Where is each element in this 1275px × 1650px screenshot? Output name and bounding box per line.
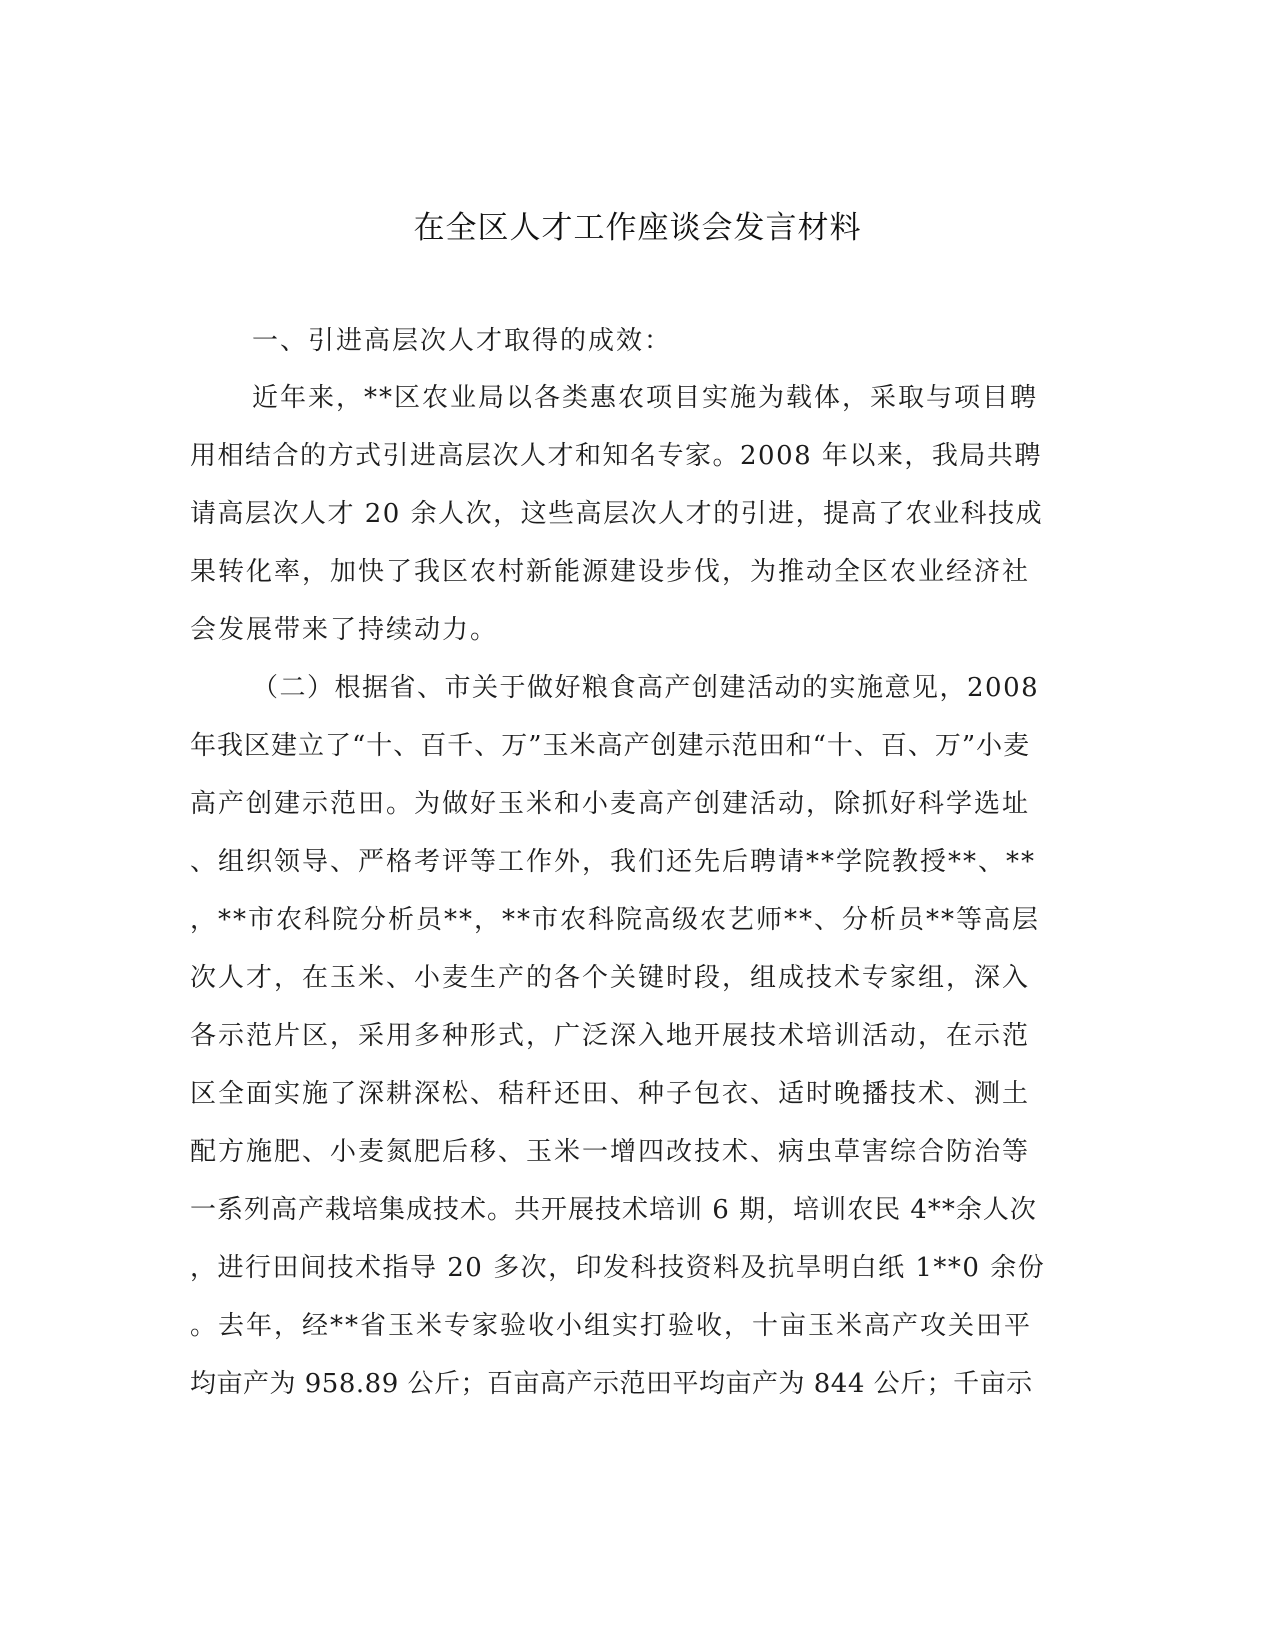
paragraph-line: 一系列高产栽培集成技术。共开展技术培训 6 期，培训农民 4**余人次 [190,1195,1037,1225]
paragraph-line: 近年来，**区农业局以各类惠农项目实施为载体，采取与项目聘 [252,383,1039,413]
paragraph-line: 均亩产为 958.89 公斤；百亩高产示范田平均亩产为 844 公斤；千亩示 [190,1369,1033,1399]
paragraph-line: 配方施肥、小麦氮肥后移、玉米一增四改技术、病虫草害综合防治等 [190,1137,1031,1167]
paragraph-line: 年我区建立了“十、百千、万”玉米高产创建示范田和“十、百、万”小麦 [190,731,1031,761]
section-heading: 一、引进高层次人才取得的成效： [252,326,673,356]
paragraph-line: （二）根据省、市关于做好粮食高产创建活动的实施意见，2008 [252,673,1040,703]
paragraph-line: 果转化率，加快了我区农村新能源建设步伐，为推动全区农业经济社 [190,557,1031,587]
paragraph-line: 次人才，在玉米、小麦生产的各个关键时段，组成技术专家组，深入 [190,963,1031,993]
paragraph-line: 用相结合的方式引进高层次人才和知名专家。2008 年以来，我局共聘 [190,441,1042,471]
paragraph-line: ，**市农科院分析员**，**市农科院高级农艺师**、分析员**等高层 [190,905,1041,935]
document-title: 在全区人才工作座谈会发言材料 [413,210,862,246]
paragraph-line: 、组织领导、严格考评等工作外，我们还先后聘请**学院教授**、** [190,847,1037,877]
paragraph-line: 各示范片区，采用多种形式，广泛深入地开展技术培训活动，在示范 [190,1021,1031,1051]
paragraph-line: 请高层次人才 20 余人次，这些高层次人才的引进，提高了农业科技成 [190,499,1044,529]
paragraph-line: 区全面实施了深耕深松、秸秆还田、种子包衣、适时晚播技术、测土 [190,1079,1031,1109]
paragraph-line: ，进行田间技术指导 20 多次，印发科技资料及抗旱明白纸 1**0 余份 [190,1253,1046,1283]
paragraph-line: 会发展带来了持续动力。 [190,615,499,645]
paragraph-line: 高产创建示范田。为做好玉米和小麦高产创建活动，除抓好科学选址 [190,789,1031,819]
paragraph-line: 。去年，经**省玉米专家验收小组实打验收，十亩玉米高产攻关田平 [190,1311,1033,1341]
